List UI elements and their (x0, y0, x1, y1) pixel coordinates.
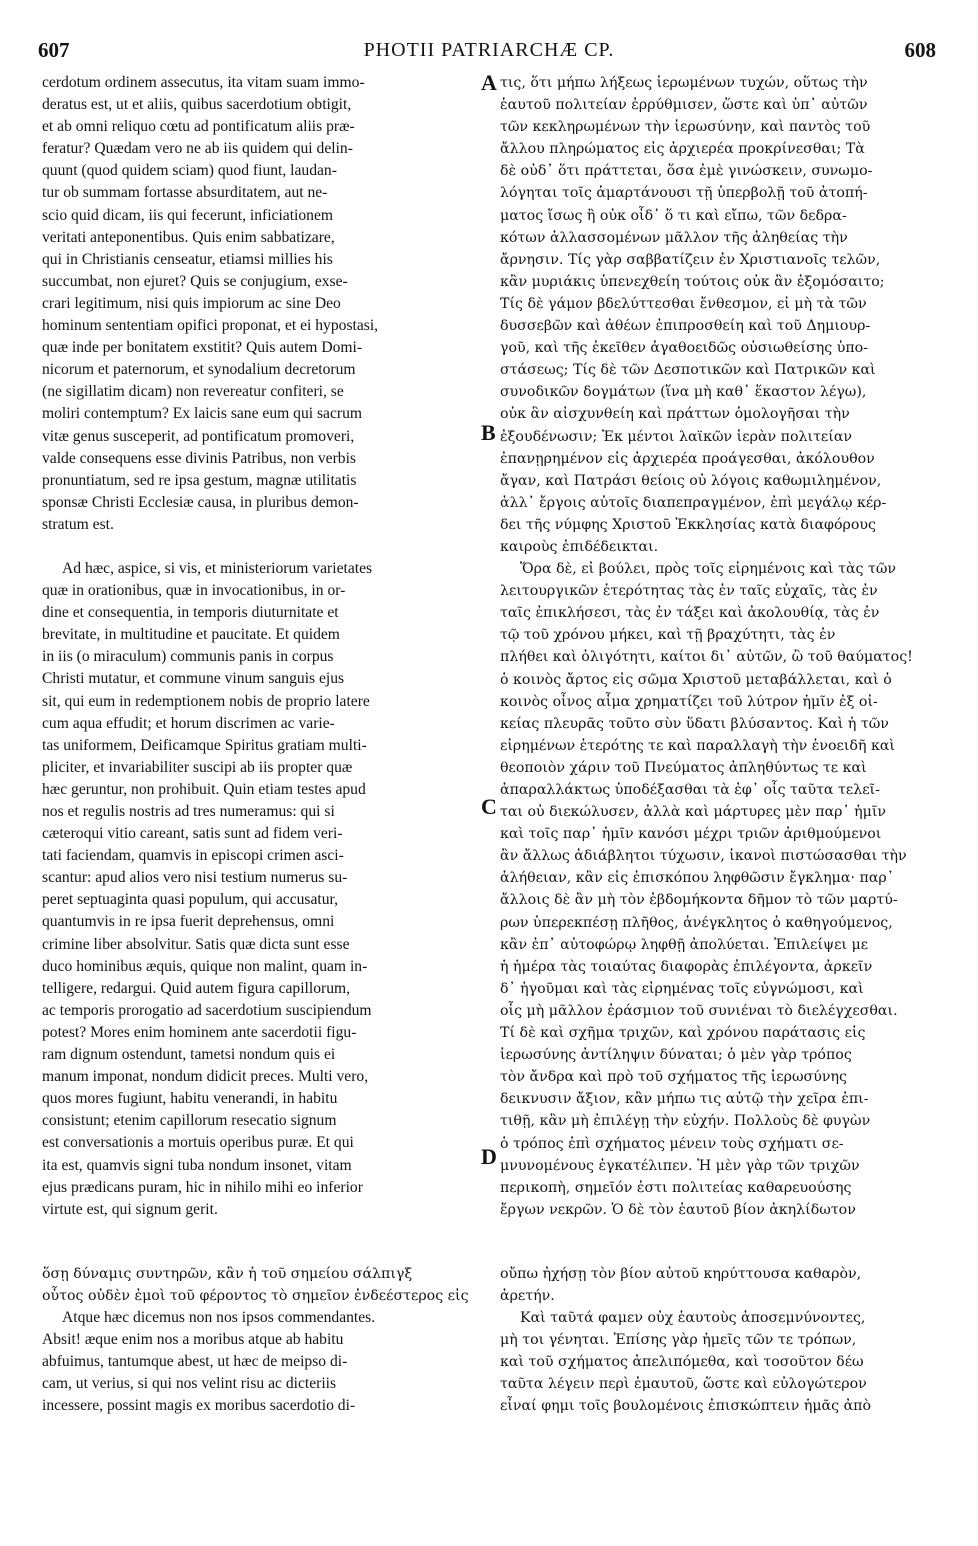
greek-line: γοῦ, καὶ τῆς ἐκεῖθεν ἀγαθοειδῶς οὐσιωθείσης ὑπο- (500, 340, 868, 357)
latin-line: quæ inde per bonitatem exstitit? Quis autem Domi- (42, 339, 363, 357)
latin-line: cerdotum ordinem assecutus, ita vitam suam immo- (42, 74, 365, 91)
latin-line: veritati anteponentibus. Quis enim sabbatizare, (42, 228, 335, 246)
greek-line: ὁ τρόπος ἐπὶ σχήματος μένειν τοὺς σχήματι σε- (500, 1135, 844, 1152)
greek-line: ματος ἴσως ἢ οὐκ οἶδ᾽ ὅ τι καὶ εἴπω, τῶν δεδρα- (500, 207, 847, 224)
greek_end-line: εἶναί φημι τοῖς βουλομένοις ἐπισκώπτειν ἡμᾶς ἀπὸ (500, 1398, 872, 1415)
latin-line: nicorum et paternorum, et synodalium decretorum (42, 361, 356, 379)
latin-line: dine et consequentia, in temporis diuturnitate et (42, 604, 339, 622)
greek-line: οὐκ ἂν αἰσχυνθείη καὶ πράττων ὁμολογῆσαι τὴν (500, 406, 850, 423)
latin-line: est conversationis a mortuis operibus puræ. Et qui (42, 1134, 354, 1152)
latin-line: feratur? Quædam vero ne ab iis quidem qui delin- (42, 140, 353, 158)
page-number-left: 607 (38, 38, 70, 62)
latin-column (42, 72, 482, 1221)
latin-line: potest? Mores enim hominem ante sacerdotii figu- (42, 1023, 357, 1041)
page-number-right: 608 (904, 38, 936, 62)
latin_end-line: abfuimus, tantumque abest, ut hæc de meipso di- (42, 1353, 348, 1371)
latin-line: qui in Christianis censeatur, etiamsi millies his (42, 250, 333, 268)
greek-line: μνυνομένους ἐγκατέλιπεν. Ἡ μὲν γὰρ τῶν τριχῶν (500, 1157, 860, 1174)
latin-closing-paragraph (42, 1307, 482, 1417)
full-width-line (42, 1263, 942, 1285)
section-marker-c: C (481, 794, 497, 819)
latin-line: tur ob summam fortasse absurditatem, aut ne- (42, 184, 328, 202)
latin-line: manum imponat, nondum didicit preces. Multi vero, (42, 1068, 369, 1086)
greek-line: κἂν μυριάκις ὑπενεχθείη τούτοις οὐκ ἂν ἐξομόσαιτο; (500, 273, 885, 290)
latin-line: ac temporis prorogatio ad sacerdotium suscipiendum (42, 1001, 372, 1019)
greek-line: ταῖς ἐπικλήσεσι, τὰς ἐν τάξει καὶ ἀκολουθίᾳ, τὰς ἐν (500, 605, 880, 622)
latin-line: tas uniformem, Deificamque Spiritus gratiam multi- (42, 736, 367, 754)
full-width-line-left: οὗτος οὐδὲν ἐμοὶ τοῦ φέροντος τὸ σημεῖον ἐνδεέστερος εἰς (42, 1288, 469, 1304)
latin-line: stratum est. (42, 515, 114, 533)
greek-line: δυσσεβῶν καὶ ἀθέων ἐπιπροσθείη καὶ τοῦ Δημιουρ- (500, 318, 871, 335)
greek-line: ται οὐ διεκώλυσεν, ἀλλὰ καὶ μάρτυρες μὲν παρ᾽ ἡμῖν (500, 804, 887, 821)
page-header (0, 38, 978, 72)
latin-line: succumbat, non ejuret? Quis se conjugium, exse- (42, 272, 348, 290)
greek-line: ἀπαραλλάκτως ὑποδέξασθαι τὰ ἐφ᾽ οἷς ταῦτα τελεῖ- (500, 782, 880, 798)
greek-line: τις, ὅτι μήπω λήξεως ἱερωμένων τυχών, οὕτως τὴν (500, 75, 868, 91)
greek-line: κότων ἀλλασσομένων μᾶλλον τῆς ἀληθείας τὴν (500, 229, 848, 246)
greek-line: ἱερωσύνης ἀντίληψιν δύναται; ὁ μὲν γὰρ τρόπος (500, 1047, 852, 1064)
latin-line: consistunt; etenim capillorum resecatio signum (42, 1112, 337, 1130)
latin-line: valde consequens esse divinis Patribus, non verbis (42, 449, 356, 467)
latin-line: ita est, quamvis signi tuba nondum insonet, vitam (42, 1156, 352, 1174)
latin-line: quos mores fugiunt, habitu venerandi, in habitu (42, 1090, 338, 1108)
greek-line: τὸν ἄνδρα καὶ πρὸ τοῦ σχήματος τῆς ἱερωσύνης (500, 1069, 847, 1086)
greek-line: Τίς δὲ γάμον βδελύττεσθαι ἔνθεσμον, εἰ μὴ τὰ τῶν (500, 295, 867, 312)
latin-line: Ad hæc, aspice, si vis, et ministeriorum varietates (62, 559, 373, 577)
greek-line: ἀλήθειαν, κἂν εἰς ἐπισκόπου ληφθῶσιν ἔγκλημα· παρ᾽ (500, 870, 894, 887)
greek-line: πλήθει καὶ ὀλιγότητι, καίτοι δι᾽ αὐτῶν, ὢ τοῦ θαύματος! (500, 649, 913, 666)
latin-line: in iis (o miraculum) communis panis in corpus (42, 648, 334, 666)
latin-line: telligere, redargui. Quid autem figura capillorum, (42, 979, 351, 997)
latin-line: hæc geruntur, non prohibuit. Quin etiam testes apud (42, 780, 366, 798)
latin-line: pronuntiatum, sed re ipsa gestum, magnæ utilitatis (42, 471, 357, 489)
latin-line: deratus est, ut et aliis, quibus sacerdotium obtigit, (42, 96, 352, 114)
full-width-line-right: οὔπω ἠχήσῃ τὸν βίον αὐτοῦ κηρύττουσα καθαρὸν, (500, 1266, 862, 1282)
latin_end-line: cam, ut verius, si qui nos velint risu ac dicteriis (42, 1375, 337, 1393)
greek_end-line: μὴ τοι γένηται. Ἐπίσης γὰρ ἡμεῖς τῶν τε τρόπων, (500, 1332, 857, 1349)
greek-line: ἄγαν, καὶ Πατράσι θείοις οὐ λόγοις καθωμιλημένον, (500, 472, 882, 489)
greek-line: λειτουργικῶν ἑτερότητας τὰς ἐν ταῖς εὐχαῖς, τὰς ἐν (500, 583, 878, 600)
greek-line: δεικνυσιν ἄξιον, κἂν μήπω τις αὐτῷ τὴν χεῖρα ἐπι- (500, 1091, 869, 1108)
greek-line: λόγηται τοῖς ἁμαρτάνουσι τῇ ὑπερβολῇ τοῦ ἀτοπή- (500, 185, 868, 202)
latin-line: cum aqua effudit; et horum discrimen ac varie- (42, 714, 335, 732)
greek_end-line: ταῦτα λέγειν περὶ ἐμαυτοῦ, ὥστε καὶ εὐλογώτερον (500, 1376, 867, 1393)
greek-line: στάσεως; Τίς δὲ τῶν Δεσποτικῶν καὶ Πατρικῶν καὶ (500, 362, 876, 379)
greek-line: καὶ τοῖς παρ᾽ ἡμῖν κανόσι μέχρι τριῶν ἀριθμούμενοι (500, 826, 882, 843)
latin-line: ejus prædicans puram, hic in nihilo mihi eo inferior (42, 1178, 363, 1196)
latin-line: virtute est, qui signum gerit. (42, 1200, 218, 1218)
latin-line: scio quid dicam, iis qui fecerunt, inficiationem (42, 206, 334, 224)
latin-line: crimine liber absolvitur. Satis quæ dicta sunt esse (42, 935, 350, 953)
greek-line: θεοποιὸν χάριν τοῦ Πνεύματος ἀπληθύντως τε καὶ (500, 759, 867, 776)
latin-line: cæteroqui vitio careant, satis sunt ad fidem veri- (42, 825, 343, 843)
latin-line: ram dignum ostendunt, tametsi nondum quis ei (42, 1046, 336, 1064)
latin-line: sponsæ Christi Ecclesiæ causa, in pluribus demon- (42, 493, 359, 511)
greek-line: ἄλλου πληρώματος εἰς ἀρχιερέα προκρίνεσθαι; Τὰ (500, 141, 865, 158)
greek-line: τῷ τοῦ χρόνου μήκει, καὶ τῇ βραχύτητι, τὰς ἐν (500, 627, 836, 644)
greek-line: κοινὸς οἶνος αἷμα χρηματίζει τοῦ λύτρον ἡμῖν ἐξ οἰ- (500, 693, 878, 710)
greek-line: δὲ οὐδ᾽ ὅτι πράττεται, ὅσα ἐμὲ γινώσκειν, συνωμο- (500, 163, 873, 180)
greek-line: Ὅρα δὲ, εἰ βούλει, πρὸς τοῖς εἰρημένοις καὶ τὰς τῶν (520, 561, 897, 578)
greek-column (500, 72, 942, 1221)
latin-line: peret septuaginta quasi populum, qui accusatur, (42, 891, 339, 909)
latin-line: moliri contemptum? Ex laicis sane eum qui sacrum (42, 405, 363, 423)
greek-line: συνοδικῶν δογμάτων (ἵνα μὴ καθ᾽ ἕκαστον λέγω), (500, 384, 867, 401)
greek-line: κἂν ἐπ᾽ αὐτοφώρῳ ληφθῇ ἀπολύεται. Ἐπιλείψει με (500, 936, 869, 953)
section-marker-d: D (481, 1144, 497, 1169)
latin-line: sit, qui eum in redemptionem nobis de proprio latere (42, 692, 370, 710)
greek-line: Τί δὲ καὶ σχῆμα τριχῶν, καὶ χρόνου παράτασις εἰς (500, 1025, 866, 1042)
latin-line: quunt (quod quidem sciam) quod fiunt, laudan- (42, 162, 337, 180)
greek-line: ἐπανῃρημένον εἰς ἀρχιερέα προάγεσθαι, ἀκόλουθον (500, 450, 875, 467)
greek-line: τιθῇ, κἂν μὴ ἐπιλέγῃ τὴν εὐχήν. Πολλοὺς δὲ φυγὼν (500, 1113, 871, 1130)
greek-line: ἐξουδένωσιν; Ἐκ μέντοι λαϊκῶν ἱερὰν πολιτείαν (500, 428, 853, 445)
greek_end-line: Καὶ ταῦτά φαμεν οὐχ ἑαυτοὺς ἀποσεμνύνοντες, (520, 1310, 866, 1326)
running-title: PHOTII PATRIARCHÆ CP. (363, 39, 615, 61)
latin-line (42, 536, 482, 558)
full-width-line-right: ἀρετήν. (500, 1288, 555, 1304)
greek-line: ἀλλ᾽ ἔργοις αὐτοῖς διαπεπραγμένον, ἐπὶ μεγάλῳ κέρ- (500, 494, 887, 511)
latin_end-line: Absit! æque enim nos a moribus atque ab habitu (42, 1331, 344, 1349)
latin-line: quæ in orationibus, quæ in invocationibus, in or- (42, 582, 346, 600)
greek-line: καιροὺς ἐπιδέδεικται. (500, 538, 659, 555)
latin-line: et ab omni reliquo cœtu ad pontificatum aliis præ- (42, 118, 355, 136)
greek-line: ἔργων νεκρῶν. Ὁ δὲ τὸν ἑαυτοῦ βίον ἀκηλίδωτον (500, 1201, 856, 1218)
latin-line: Christi mutatur, et commune vinum sanguis ejus (42, 670, 345, 688)
latin-line: vitæ genus susceperit, ad pontificatum promoveri, (42, 427, 355, 445)
latin-line: scantur: apud alios vero nisi testium numerus su- (42, 869, 348, 887)
greek-line: ὁ κοινὸς ἄρτος εἰς σῶμα Χριστοῦ μεταβάλλεται, καὶ ὁ (500, 671, 892, 688)
latin_end-line: incessere, possint magis ex moribus sacerdotio di- (42, 1397, 356, 1415)
greek-line: ρων ὑπερεκπέσῃ πλῆθος, ἀνέγκλητος ὁ καθηγούμενος, (500, 914, 893, 931)
greek-line: εἰρημένων ἑτερότης τε καὶ παραλλαγὴ τὴν ἑνοειδῆ καὶ (500, 737, 895, 754)
section-marker-a: A (481, 70, 497, 95)
latin_end-line: Atque hæc dicemus non nos ipsos commendantes. (62, 1309, 376, 1326)
latin-line: brevitate, in multitudine et paucitate. Et quidem (42, 626, 340, 644)
greek-line: κείας πλευρᾶς τοῦτο σὺν ὕδατι βλύσαντος. Καὶ ἡ τῶν (500, 715, 889, 732)
latin-line: hominum sententiam opifici proponat, et ei hypostasi, (42, 317, 379, 335)
greek-line: ἄλλοις δὲ ἂν μὴ τὸν ἑβδομήκοντα δῆμον τὸ τῶν μαρτύ- (500, 892, 898, 909)
greek-line: οἷς μὴ μᾶλλον ἐράσμιον τοῦ συνιέναι τὸ διελέγχεσθαι. (500, 1002, 898, 1019)
greek-line: δει τῆς νύμφης Χριστοῦ Ἐκκλησίας κατὰ διαφόρους (500, 516, 876, 533)
latin-line: pliciter, et invariabiliter suscipi ab iis propter quæ (42, 758, 353, 776)
latin-line: quantumvis in re ipsa fuerit deprehensus, omni (42, 913, 335, 931)
full-width-line-left: ὅσῃ δύναμις συντηρῶν, κἂν ἡ τοῦ σημείου σάλπιγξ (42, 1266, 413, 1282)
greek-full-width-lines (42, 1263, 942, 1307)
greek-line: περικοπὴ, σημεῖόν ἐστι πολιτείας καθαρευούσης (500, 1179, 852, 1196)
greek_end-line: καὶ τοῦ σχήματος ἀπελιπόμεθα, καὶ τοσοῦτον δέω (500, 1354, 864, 1371)
latin-line: nos et regulis nostris ad tres numeramus: qui si (42, 803, 335, 820)
full-width-line (42, 1285, 942, 1307)
latin-line: tati faciendam, quamvis in episcopi crimen asci- (42, 847, 344, 865)
greek-line: ἡ ἡμέρα τὰς τοιαύτας διαφορὰς ἐπιλέγοντα, ἀρκεῖν (500, 958, 873, 975)
section-marker-b: B (481, 420, 496, 445)
latin-line: crari legitimum, nisi quis impiorum ac sine Deo (42, 294, 341, 312)
greek-line: ἄρνησιν. Τίς γὰρ σαββατίζειν ἐν Χριστιανοῖς τελῶν, (500, 251, 881, 268)
latin-line: (ne sigillatim dicam) non revereatur confiteri, se (42, 383, 344, 401)
greek-line: ἑαυτοῦ πολιτείαν ἐρρύθμισεν, ὥστε καὶ ὑπ᾽ αὐτῶν (500, 97, 868, 114)
greek-line: τῶν κεκληρωμένων τὴν ἱερωσύνην, καὶ παντὸς τοῦ (500, 119, 871, 136)
greek-closing-paragraph (500, 1307, 942, 1417)
latin-line: duco hominibus æquis, quique non malint, quam in- (42, 957, 368, 975)
greek-line: ἂν ἄλλως ἀδιάβλητοι τύχωσιν, ἱκανοὶ πιστώσασθαι τὴν (500, 848, 907, 865)
greek-line: δ᾽ ἡγοῦμαι καὶ τὰς εἰρημένας τοῖς εὐγνώμοσι, καὶ (500, 980, 864, 997)
